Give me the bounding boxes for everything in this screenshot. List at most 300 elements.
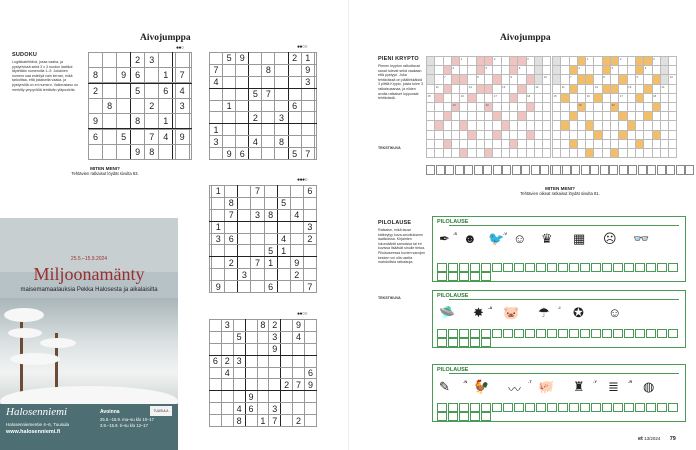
krypto-cell[interactable]	[534, 57, 542, 66]
sudoku-cell[interactable]	[225, 281, 238, 293]
pilo-answer-box[interactable]	[668, 263, 678, 272]
sudoku-cell[interactable]: 1	[212, 221, 225, 233]
pilo-answer-box[interactable]	[668, 403, 678, 412]
sudoku-cell[interactable]	[117, 99, 131, 114]
pilo-answer-box[interactable]	[646, 403, 656, 412]
krypto-answer-box[interactable]	[600, 165, 609, 175]
krypto-cell[interactable]	[652, 102, 660, 111]
krypto-cell[interactable]	[460, 112, 468, 121]
krypto-cell[interactable]	[443, 66, 451, 75]
sudoku-cell[interactable]: 5	[131, 84, 145, 99]
krypto-cell[interactable]	[553, 148, 561, 157]
krypto-cell[interactable]	[635, 112, 643, 121]
pilo-answer-box[interactable]	[602, 403, 612, 412]
pilo-answer-box[interactable]	[470, 329, 480, 338]
sudoku-cell[interactable]: 7	[175, 67, 189, 82]
krypto-cell[interactable]	[509, 112, 517, 121]
krypto-cell[interactable]	[534, 102, 542, 111]
sudoku-cell[interactable]: 3	[233, 355, 245, 367]
sudoku-cell[interactable]	[269, 367, 281, 379]
sudoku-cell[interactable]	[275, 88, 288, 100]
sudoku-cell[interactable]	[281, 391, 293, 403]
krypto-answer-box[interactable]	[657, 165, 666, 175]
sudoku-cell[interactable]: 3	[269, 403, 281, 415]
sudoku-cell[interactable]	[117, 84, 131, 99]
krypto-cell[interactable]	[501, 112, 509, 121]
krypto-answer-box[interactable]	[590, 165, 599, 175]
sudoku-cell[interactable]: 9	[269, 343, 281, 355]
krypto-answer-box[interactable]	[436, 165, 445, 175]
pilo-answer-box[interactable]	[448, 403, 458, 412]
sudoku-cell[interactable]	[103, 113, 117, 128]
krypto-cell[interactable]	[660, 93, 668, 102]
sudoku-cell[interactable]	[221, 379, 233, 391]
sudoku-cell[interactable]	[288, 112, 301, 124]
sudoku-cell[interactable]	[221, 415, 233, 427]
krypto-cell[interactable]	[468, 75, 476, 84]
pilo-answer-box[interactable]	[536, 403, 546, 412]
krypto-cell[interactable]	[518, 130, 526, 139]
krypto-cell[interactable]	[553, 75, 561, 84]
sudoku-cell[interactable]	[103, 130, 117, 145]
krypto-cell[interactable]: 12	[468, 84, 476, 93]
sudoku-cell[interactable]	[225, 186, 238, 198]
sudoku-cell[interactable]	[249, 64, 262, 76]
krypto-cell[interactable]	[476, 121, 484, 130]
krypto-cell[interactable]	[493, 84, 501, 93]
sudoku-cell[interactable]: 2	[303, 233, 316, 245]
krypto-cell[interactable]	[602, 84, 610, 93]
sudoku-cell[interactable]	[233, 391, 245, 403]
krypto-cell[interactable]	[594, 139, 602, 148]
sudoku-cell[interactable]	[159, 145, 173, 160]
sudoku-cell[interactable]: 1	[212, 186, 225, 198]
krypto-cell[interactable]	[635, 130, 643, 139]
pilo-answer-box[interactable]	[602, 263, 612, 272]
sudoku-cell[interactable]: 6	[288, 100, 301, 112]
krypto-cell[interactable]	[660, 66, 668, 75]
sudoku-cell[interactable]	[225, 221, 238, 233]
krypto-cell[interactable]	[669, 139, 677, 148]
krypto-cell[interactable]	[594, 93, 602, 102]
krypto-cell[interactable]	[635, 93, 643, 102]
krypto-cell[interactable]	[543, 121, 551, 130]
pilo-answer-box[interactable]	[591, 329, 601, 338]
sudoku-cell[interactable]	[303, 197, 316, 209]
krypto-cell[interactable]	[553, 121, 561, 130]
sudoku-cell[interactable]: 9	[212, 281, 225, 293]
pilo-answer-box[interactable]	[569, 403, 579, 412]
krypto-cell[interactable]	[602, 130, 610, 139]
sudoku-cell[interactable]	[262, 53, 275, 65]
sudoku-cell[interactable]	[238, 257, 251, 269]
krypto-cell[interactable]	[644, 102, 652, 111]
sudoku-cell[interactable]: 6	[264, 281, 277, 293]
krypto-answer-box[interactable]	[483, 165, 492, 175]
sudoku-cell[interactable]: 3	[221, 320, 233, 332]
sudoku-cell[interactable]	[290, 245, 303, 257]
sudoku-cell[interactable]	[233, 320, 245, 332]
krypto-cell[interactable]: 2	[493, 57, 501, 66]
sudoku-cell[interactable]	[281, 403, 293, 415]
sudoku-cell[interactable]	[238, 281, 251, 293]
sudoku-cell[interactable]	[210, 403, 222, 415]
krypto-cell[interactable]	[644, 130, 652, 139]
krypto-cell[interactable]	[644, 75, 652, 84]
krypto-cell[interactable]	[627, 139, 635, 148]
krypto-cell[interactable]	[501, 57, 509, 66]
sudoku-cell[interactable]	[290, 233, 303, 245]
krypto-cell[interactable]: 17	[619, 93, 627, 102]
krypto-answer-box[interactable]	[531, 165, 540, 175]
sudoku-cell[interactable]	[221, 391, 233, 403]
sudoku-cell[interactable]: 2	[269, 320, 281, 332]
krypto-cell[interactable]	[652, 75, 660, 84]
krypto-cell[interactable]	[427, 130, 435, 139]
sudoku-cell[interactable]: 8	[89, 67, 103, 82]
krypto-cell[interactable]	[460, 66, 468, 75]
sudoku-cell[interactable]	[233, 343, 245, 355]
krypto-cell[interactable]	[553, 112, 561, 121]
sudoku-cell[interactable]	[269, 391, 281, 403]
krypto-cell[interactable]	[635, 102, 643, 111]
sudoku-cell[interactable]	[281, 355, 293, 367]
krypto-cell[interactable]	[451, 130, 459, 139]
krypto-cell[interactable]	[594, 66, 602, 75]
sudoku-cell[interactable]	[290, 221, 303, 233]
sudoku-cell[interactable]	[314, 112, 316, 124]
sudoku-cell[interactable]	[103, 53, 117, 68]
sudoku-cell[interactable]	[281, 331, 293, 343]
sudoku-cell[interactable]	[189, 113, 191, 128]
krypto-cell[interactable]: 14	[660, 84, 668, 93]
krypto-cell[interactable]	[435, 148, 443, 157]
sudoku-cell[interactable]: 4	[277, 233, 290, 245]
sudoku-cell[interactable]	[275, 124, 288, 136]
krypto-cell[interactable]	[586, 75, 594, 84]
krypto-cell[interactable]	[509, 102, 517, 111]
krypto-cell[interactable]	[476, 66, 484, 75]
pilo-answer-box[interactable]	[492, 263, 502, 272]
sudoku-cell[interactable]	[249, 53, 262, 65]
sudoku-cell[interactable]	[314, 88, 316, 100]
sudoku-cell[interactable]	[117, 113, 131, 128]
krypto-cell[interactable]	[569, 148, 577, 157]
krypto-cell[interactable]: 2	[619, 57, 627, 66]
krypto-cell[interactable]: 16	[586, 93, 594, 102]
krypto-cell[interactable]	[611, 57, 619, 66]
krypto-cell[interactable]: 7	[443, 75, 451, 84]
sudoku-cell[interactable]	[236, 100, 249, 112]
krypto-cell[interactable]	[534, 93, 542, 102]
sudoku-cell[interactable]: 8	[257, 320, 269, 332]
sudoku-cell[interactable]	[277, 186, 290, 198]
pilo-answer-box[interactable]	[459, 272, 469, 281]
krypto-cell[interactable]	[635, 66, 643, 75]
krypto-cell[interactable]	[619, 139, 627, 148]
krypto-cell[interactable]	[594, 130, 602, 139]
krypto-cell[interactable]	[627, 102, 635, 111]
krypto-cell[interactable]	[460, 75, 468, 84]
krypto-cell[interactable]	[443, 102, 451, 111]
sudoku-cell[interactable]: 3	[238, 269, 251, 281]
sudoku-cell[interactable]: 7	[293, 379, 305, 391]
krypto-answer-box[interactable]	[609, 165, 618, 175]
sudoku-cell[interactable]	[281, 320, 293, 332]
krypto-cell[interactable]: 9	[635, 75, 643, 84]
sudoku-cell[interactable]	[288, 136, 301, 148]
krypto-cell[interactable]	[577, 57, 585, 66]
sudoku-cell[interactable]	[212, 269, 225, 281]
sudoku-cell[interactable]: 9	[236, 53, 249, 65]
sudoku-grid-4[interactable]	[209, 319, 317, 427]
krypto-cell[interactable]	[501, 121, 509, 130]
sudoku-cell[interactable]	[264, 197, 277, 209]
sudoku-cell[interactable]	[175, 113, 189, 128]
sudoku-cell[interactable]	[223, 64, 236, 76]
sudoku-cell[interactable]: 1	[159, 113, 173, 128]
sudoku-cell[interactable]	[189, 99, 191, 114]
krypto-answer-box[interactable]	[521, 165, 530, 175]
krypto-cell[interactable]	[443, 148, 451, 157]
sudoku-cell[interactable]: 7	[301, 148, 314, 160]
sudoku-cell[interactable]	[262, 76, 275, 88]
krypto-cell[interactable]	[518, 57, 526, 66]
sudoku-cell[interactable]: 6	[131, 67, 145, 82]
krypto-cell[interactable]	[602, 112, 610, 121]
krypto-answer-box[interactable]	[552, 165, 561, 175]
sudoku-cell[interactable]	[264, 221, 277, 233]
krypto-cell[interactable]	[586, 148, 594, 157]
krypto-cell[interactable]	[627, 57, 635, 66]
sudoku-cell[interactable]	[245, 415, 257, 427]
krypto-cell[interactable]	[627, 148, 635, 157]
krypto-cell[interactable]	[435, 75, 443, 84]
sudoku-cell[interactable]	[159, 53, 173, 68]
krypto-cell[interactable]	[518, 75, 526, 84]
krypto-cell[interactable]	[435, 112, 443, 121]
krypto-cell[interactable]	[553, 102, 561, 111]
krypto-cell[interactable]	[569, 112, 577, 121]
sudoku-cell[interactable]: 2	[131, 53, 145, 68]
krypto-cell[interactable]	[652, 139, 660, 148]
krypto-cell[interactable]	[451, 139, 459, 148]
krypto-cell[interactable]	[644, 57, 652, 66]
krypto-cell[interactable]	[611, 121, 619, 130]
krypto-cell[interactable]	[660, 75, 668, 84]
krypto-cell[interactable]	[451, 84, 459, 93]
sudoku-cell[interactable]	[238, 197, 251, 209]
sudoku-cell[interactable]	[245, 320, 257, 332]
krypto-cell[interactable]	[594, 121, 602, 130]
krypto-cell[interactable]	[553, 130, 561, 139]
krypto-cell[interactable]	[561, 139, 569, 148]
krypto-cell[interactable]	[669, 130, 677, 139]
pilo-answer-box[interactable]	[558, 263, 568, 272]
sudoku-cell[interactable]: 7	[251, 186, 264, 198]
pilo-answer-box[interactable]	[459, 412, 469, 421]
pilolause-answer-2[interactable]	[437, 329, 681, 347]
pilo-answer-box[interactable]	[481, 338, 491, 347]
krypto-cell[interactable]	[435, 139, 443, 148]
krypto-cell[interactable]	[534, 121, 542, 130]
krypto-cell[interactable]	[468, 93, 476, 102]
sudoku-cell[interactable]	[212, 245, 225, 257]
krypto-cell[interactable]	[553, 84, 561, 93]
sudoku-cell[interactable]: 2	[221, 355, 233, 367]
krypto-cell[interactable]	[569, 121, 577, 130]
pilo-answer-box[interactable]	[569, 263, 579, 272]
pilo-answer-box[interactable]	[514, 403, 524, 412]
sudoku-cell[interactable]	[131, 99, 145, 114]
krypto-cell[interactable]	[526, 84, 534, 93]
krypto-cell[interactable]	[443, 139, 451, 148]
krypto-cell[interactable]	[619, 66, 627, 75]
sudoku-cell[interactable]	[245, 331, 257, 343]
sudoku-cell[interactable]: 6	[245, 403, 257, 415]
krypto-cell[interactable]	[561, 130, 569, 139]
sudoku-cell[interactable]: 8	[262, 64, 275, 76]
sudoku-cell[interactable]	[223, 88, 236, 100]
sudoku-cell[interactable]: 4	[210, 76, 223, 88]
pilo-answer-box[interactable]	[481, 403, 491, 412]
krypto-cell[interactable]	[577, 84, 585, 93]
pilo-answer-box[interactable]	[503, 403, 513, 412]
sudoku-cell[interactable]	[303, 257, 316, 269]
pilo-answer-box[interactable]	[613, 329, 623, 338]
krypto-cell[interactable]	[553, 66, 561, 75]
sudoku-cell[interactable]: 1	[223, 100, 236, 112]
krypto-cell[interactable]	[577, 148, 585, 157]
krypto-cell[interactable]: 18	[526, 93, 534, 102]
krypto-cell[interactable]	[460, 84, 468, 93]
sudoku-cell[interactable]: 3	[269, 331, 281, 343]
krypto-cell[interactable]	[611, 93, 619, 102]
krypto-cell[interactable]	[660, 102, 668, 111]
krypto-cell[interactable]: 10	[543, 75, 551, 84]
krypto-cell[interactable]	[652, 112, 660, 121]
sudoku-cell[interactable]: 3	[275, 112, 288, 124]
sudoku-cell[interactable]	[262, 112, 275, 124]
krypto-cell[interactable]	[652, 121, 660, 130]
krypto-cell[interactable]	[427, 57, 435, 66]
sudoku-cell[interactable]: 8	[131, 113, 145, 128]
krypto-answer-box[interactable]	[571, 165, 580, 175]
krypto-cell[interactable]: 4	[577, 66, 585, 75]
sudoku-cell[interactable]	[225, 245, 238, 257]
pilo-answer-box[interactable]	[624, 263, 634, 272]
sudoku-cell[interactable]	[305, 355, 317, 367]
krypto-cell[interactable]	[526, 121, 534, 130]
sudoku-cell[interactable]	[277, 257, 290, 269]
krypto-cell[interactable]	[526, 130, 534, 139]
sudoku-cell[interactable]	[288, 88, 301, 100]
sudoku-cell[interactable]	[275, 53, 288, 65]
sudoku-cell[interactable]	[210, 391, 222, 403]
sudoku-cell[interactable]	[189, 53, 191, 68]
pilolause-puzzle-2[interactable]	[432, 290, 686, 348]
pilo-answer-box[interactable]	[547, 403, 557, 412]
krypto-cell[interactable]	[526, 112, 534, 121]
sudoku-cell[interactable]: 2	[293, 415, 305, 427]
krypto-cell[interactable]	[652, 130, 660, 139]
krypto-cell[interactable]	[501, 75, 509, 84]
krypto-cell[interactable]	[485, 130, 493, 139]
krypto-cell[interactable]	[451, 93, 459, 102]
krypto-cell[interactable]	[435, 57, 443, 66]
sudoku-cell[interactable]	[175, 53, 189, 68]
pilo-answer-box[interactable]	[536, 263, 546, 272]
sudoku-grid-1[interactable]	[88, 52, 192, 160]
sudoku-cell[interactable]: 9	[301, 64, 314, 76]
pilo-answer-box[interactable]	[613, 403, 623, 412]
sudoku-cell[interactable]	[238, 221, 251, 233]
krypto-cell[interactable]	[561, 93, 569, 102]
sudoku-cell[interactable]	[249, 148, 262, 160]
krypto-cell[interactable]	[534, 130, 542, 139]
krypto-cell[interactable]	[669, 112, 677, 121]
krypto-cell[interactable]	[468, 130, 476, 139]
krypto-cell[interactable]: 8	[602, 75, 610, 84]
sudoku-cell[interactable]: 9	[175, 130, 189, 145]
sudoku-cell[interactable]: 3	[303, 221, 316, 233]
sudoku-cell[interactable]	[159, 99, 173, 114]
pilo-answer-box[interactable]	[635, 263, 645, 272]
pilo-answer-box[interactable]	[547, 329, 557, 338]
pilo-answer-box[interactable]	[492, 329, 502, 338]
sudoku-cell[interactable]	[275, 64, 288, 76]
sudoku-cell[interactable]	[225, 269, 238, 281]
sudoku-grid-3[interactable]	[209, 185, 317, 293]
sudoku-cell[interactable]: 5	[288, 148, 301, 160]
sudoku-cell[interactable]: 4	[293, 331, 305, 343]
krypto-cell[interactable]	[611, 112, 619, 121]
krypto-answer-box[interactable]	[647, 165, 656, 175]
krypto-cell[interactable]	[594, 75, 602, 84]
krypto-cell[interactable]	[518, 139, 526, 148]
krypto-cell[interactable]	[476, 139, 484, 148]
pilo-answer-box[interactable]	[437, 403, 447, 412]
krypto-cell[interactable]	[660, 112, 668, 121]
krypto-cell[interactable]	[652, 84, 660, 93]
sudoku-cell[interactable]: 5	[117, 130, 131, 145]
sudoku-cell[interactable]: 6	[210, 355, 222, 367]
krypto-answer-box[interactable]	[512, 165, 521, 175]
krypto-cell[interactable]	[451, 121, 459, 130]
pilo-answer-box[interactable]	[646, 263, 656, 272]
krypto-cell[interactable]	[476, 148, 484, 157]
krypto-cell[interactable]	[669, 66, 677, 75]
krypto-cell[interactable]	[476, 130, 484, 139]
krypto-cell[interactable]	[468, 57, 476, 66]
krypto-cell[interactable]	[569, 93, 577, 102]
krypto-cell[interactable]	[602, 102, 610, 111]
sudoku-cell[interactable]	[175, 145, 189, 160]
sudoku-cell[interactable]	[117, 53, 131, 68]
krypto-cell[interactable]	[443, 130, 451, 139]
krypto-answer-box[interactable]	[619, 165, 628, 175]
sudoku-cell[interactable]	[290, 186, 303, 198]
sudoku-cell[interactable]	[117, 145, 131, 160]
krypto-cell[interactable]	[669, 57, 677, 66]
pilo-answer-box[interactable]	[459, 329, 469, 338]
sudoku-cell[interactable]	[249, 76, 262, 88]
krypto-cell[interactable]: 11	[561, 84, 569, 93]
krypto-cell[interactable]	[602, 121, 610, 130]
sudoku-cell[interactable]	[189, 130, 191, 145]
sudoku-cell[interactable]	[103, 145, 117, 160]
krypto-cell[interactable]	[534, 139, 542, 148]
